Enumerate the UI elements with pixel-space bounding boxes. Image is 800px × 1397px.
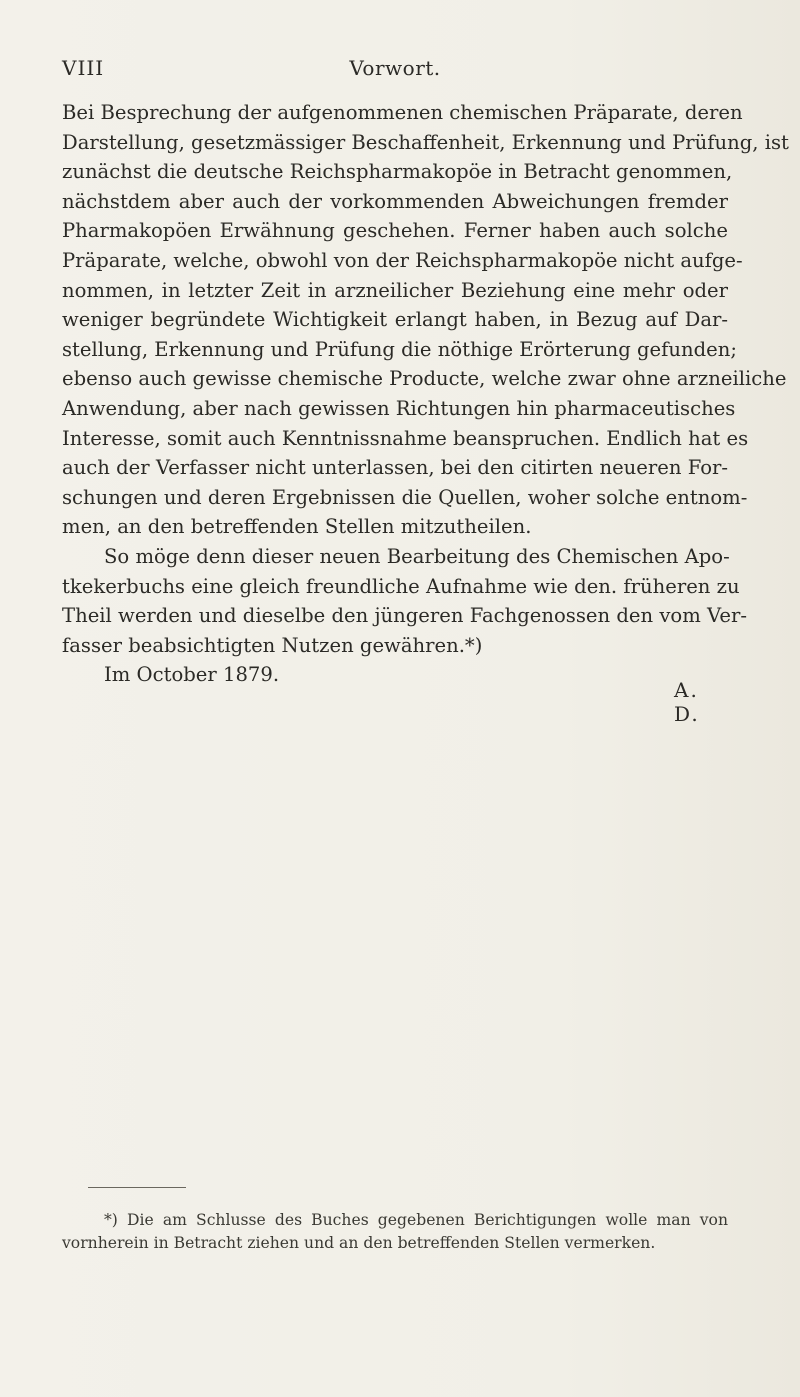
text-line: men, an den betreffenden Stellen mitzutheilen. [62, 515, 532, 539]
text-line: So möge denn dieser neuen Bearbeitung des Chemischen Apo- [104, 544, 730, 568]
signature-block [62, 660, 728, 727]
text-line: weniger begründete Wichtigkeit erlangt haben, in Bezug auf Dar- [62, 308, 728, 332]
text-line: Theil werden und dieselbe den jüngeren Fachgenossen den vom Ver- [62, 604, 747, 628]
text-line: zunächst die deutsche Reichspharmakopöe in Betracht genommen, [62, 160, 733, 184]
text-line: Anwendung, aber nach gewissen Richtungen hin pharmaceutisches [62, 396, 736, 420]
text-line: Präparate, welche, obwohl von der Reichspharmakopöe nicht aufge- [62, 248, 743, 272]
footnote [62, 1209, 728, 1255]
running-title: Vorwort. [349, 56, 441, 80]
paragraph-2 [62, 542, 747, 660]
page-header [62, 56, 728, 86]
text-line: Bei Besprechung der aufgenommenen chemischen Präparate, deren [62, 101, 743, 124]
footnote-divider [88, 1187, 186, 1188]
footnote-line: *) Die am Schlusse des Buches gegebenen Berichtigungen wolle man von [104, 1211, 728, 1229]
text-line: auch der Verfasser nicht unterlassen, bei den citirten neueren For- [62, 456, 729, 480]
text-line: tkekerbuchs eine gleich freundliche Aufnahme wie den. früheren zu [62, 574, 740, 598]
footnote-line: vornherein in Betracht ziehen und an den betreffenden Stellen vermerken. [62, 1234, 656, 1252]
author-initials: A. D. [674, 678, 700, 727]
text-line: Interesse, somit auch Kenntnissnahme beanspruchen. Endlich hat es [62, 426, 749, 450]
date-line: Im October 1879. [104, 663, 280, 687]
text-line: nommen, in letzter Zeit in arzneilicher Beziehung eine mehr oder [62, 278, 728, 302]
text-line: schungen und deren Ergebnissen die Quellen, woher solche entnom- [62, 485, 748, 509]
text-line: Darstellung, gesetzmässiger Beschaffenheit, Erkennung und Prüfung, ist [62, 130, 789, 154]
page-number: VIII [62, 56, 105, 80]
text-line: ebenso auch gewisse chemische Producte, welche zwar ohne arzneiliche [62, 367, 787, 391]
text-line: nächstdem aber auch der vorkommenden Abweichungen fremder [62, 189, 728, 213]
paragraph-1 [62, 98, 789, 542]
body-text [62, 98, 789, 727]
text-line: Pharmakopöen Erwähnung geschehen. Ferner haben auch solche [62, 219, 728, 243]
text-line: fasser beabsichtigten Nutzen gewähren.*) [62, 633, 483, 657]
text-line: stellung, Erkennung und Prüfung die nöthige Erörterung gefunden; [62, 337, 737, 361]
